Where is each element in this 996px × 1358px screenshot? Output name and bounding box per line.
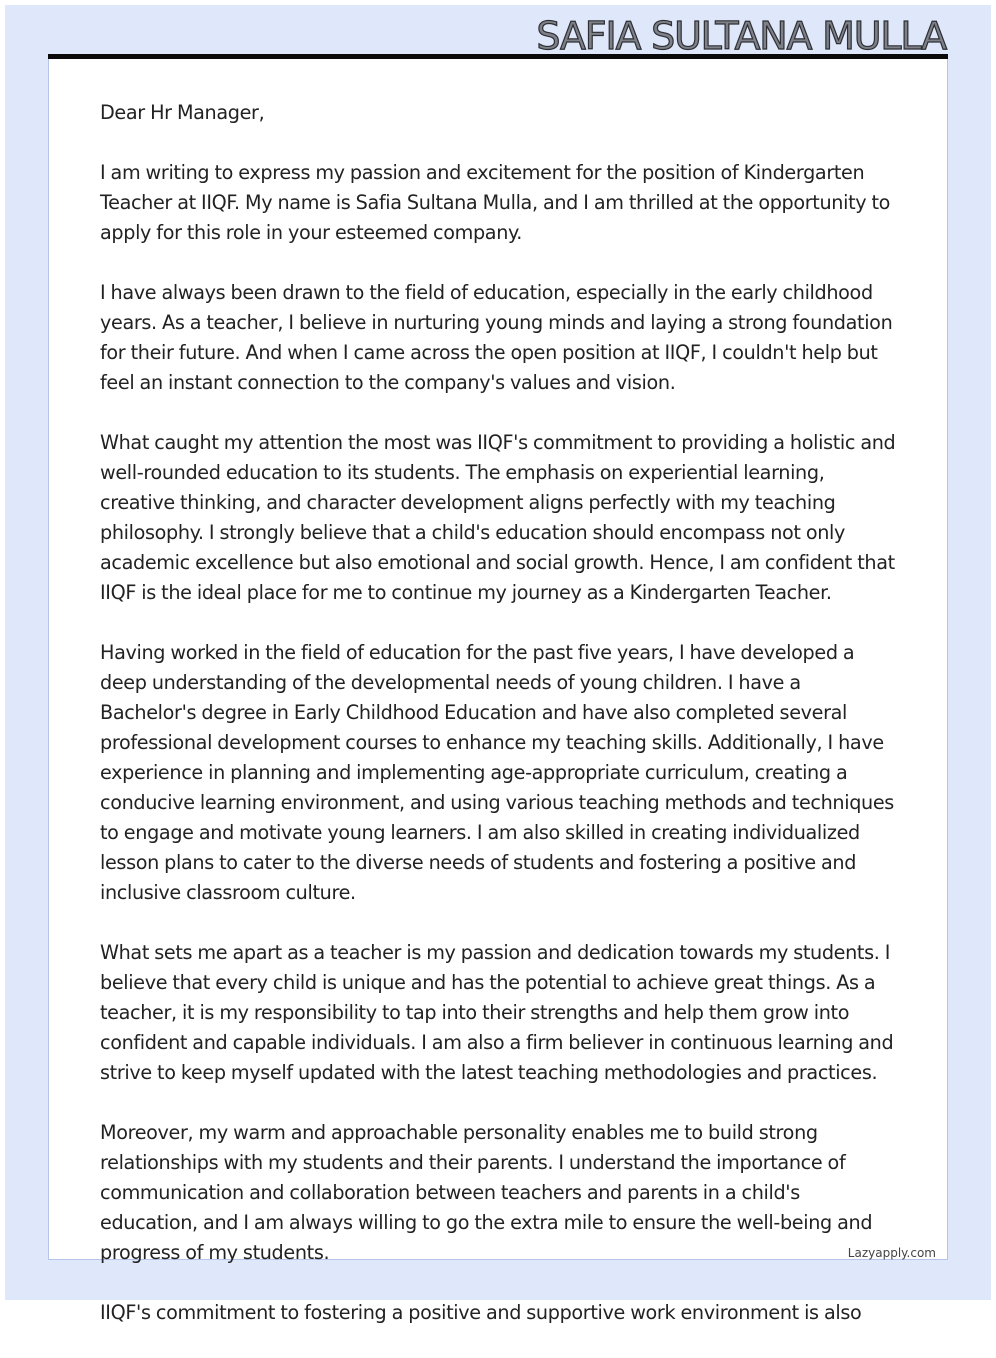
paragraph-environment: IIQF's commitment to fostering a positive and supportive work environment is also <box>100 1301 862 1324</box>
letter-body <box>100 98 900 1358</box>
salutation: Dear Hr Manager, <box>100 101 265 124</box>
paragraph-personality: Moreover, my warm and approachable personality enables me to build strong relationships with my students and their parents. I understand the importance of communication and collaboration between teachers and parents in a child's education, and I am always willing to go the extra mile to ensure the well-being and progress of my students. <box>100 1121 873 1264</box>
applicant-name: SAFIA SULTANA MULLA <box>536 14 946 58</box>
paragraph-experience: Having worked in the field of education for the past five years, I have developed a deep understanding of the developmental needs of young children. I have a Bachelor's degree in Early Childhood Education and have also completed several professional development courses to enhance my teaching skills. Additionally, I have experience in planning and implementing age-appropriate curriculum, creating a conducive learning environment, and using various teaching methods and techniques to engage and motivate young learners. I am also skilled in creating individualized lesson plans to cater to the diverse needs of students and fostering a positive and inclusive classroom culture. <box>100 641 894 904</box>
paragraph-company-fit: What caught my attention the most was IIQF's commitment to providing a holistic and well-rounded education to its students. The emphasis on experiential learning, creative thinking, and character development aligns perfectly with my teaching philosophy. I strongly believe that a child's education should encompass not only academic excellence but also emotional and social growth. Hence, I am confident that IIQF is the ideal place for me to continue my journey as a Kindergarten Teacher. <box>100 431 896 604</box>
paragraph-motivation: I have always been drawn to the field of education, especially in the early childhood years. As a teacher, I believe in nurturing young minds and laying a strong foundation for their future. And when I came across the open position at IIQF, I couldn't help but feel an instant connection to the company's values and vision. <box>100 281 893 394</box>
paragraph-intro: I am writing to express my passion and excitement for the position of Kindergarten Teacher at IIQF. My name is Safia Sultana Mulla, and I am thrilled at the opportunity to apply for this role in your esteemed company. <box>100 161 891 244</box>
paragraph-strengths: What sets me apart as a teacher is my passion and dedication towards my students. I believe that every child is unique and has the potential to achieve great things. As a teacher, it is my responsibility to tap into their strengths and help them grow into confident and capable individuals. I am also a firm believer in continuous learning and strive to keep myself updated with the latest teaching methodologies and practices. <box>100 941 894 1084</box>
watermark: Lazyapply.com <box>847 1246 936 1260</box>
